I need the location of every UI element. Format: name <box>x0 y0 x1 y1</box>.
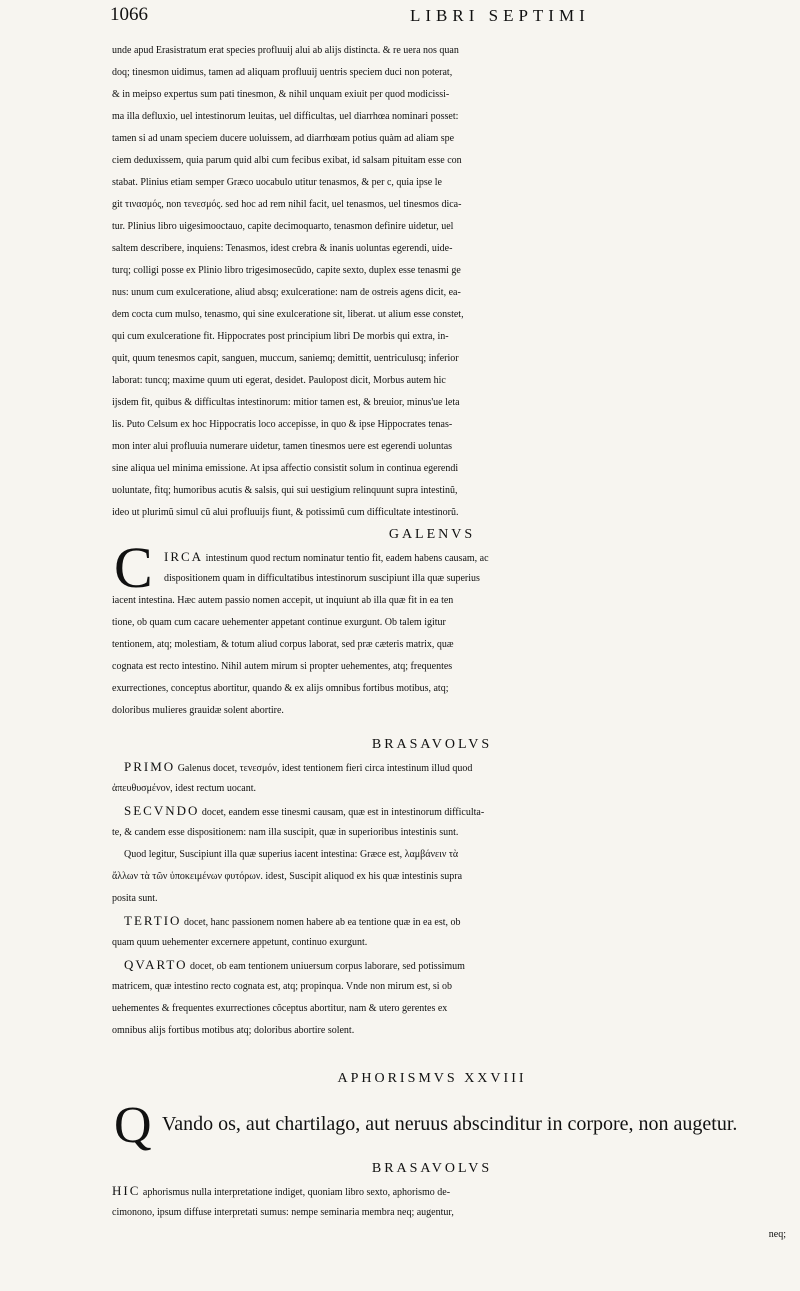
text-line: lis. Puto Celsum ex hoc Hippocratis loco accepisse, in quo & ipse Hippocrates tenas- <box>112 419 453 430</box>
text-line: sine aliqua uel minima emissione. At ipsa affectio consistit solum in continua egerendi <box>112 463 459 474</box>
text-line: stabat. Plinius etiam semper Græco uocabulo utitur tenasmos, & per c, quia ipse le <box>112 177 442 188</box>
drop-cap: Q <box>114 1097 152 1154</box>
section-heading-galenus: GALENVS <box>388 527 476 542</box>
text-line: unde apud Erasistratum erat species profluuij alui ab alijs distincta. & re uera nos quan <box>112 45 459 56</box>
text-line: dispositionem quam in difficultatibus intestinorum suscipiunt illa quæ superius <box>164 573 480 584</box>
text-run: docet, ob eam tentionem uniuersum corpus laborare, sed potissimum <box>187 961 465 972</box>
text-line: Quod legitur, Suscipiunt illa quæ superius iacent intestina: Græce est, λαμβάνειν τὰ <box>124 849 459 860</box>
aphorism-heading: APHORISMVS XXVIII <box>337 1071 527 1086</box>
text-run: docet, hanc passionem nomen habere ab ea tentione quæ in ea est, ob <box>181 917 461 928</box>
text-line: tamen si ad unam speciem ducere uoluissem, ad diarrhœam potius quàm ad aliam spe <box>112 133 455 144</box>
text-run: Vando os, aut chartilago, aut neruus abscinditur in corpore, non augetur. <box>162 1113 738 1135</box>
page-number: 1066 <box>110 4 148 25</box>
page-header <box>110 4 770 34</box>
text-run: Galenus docet, τενεσμόν, idest tentionem fieri circa intestinum illud quod <box>175 763 473 774</box>
small-caps-word: QVARTO <box>124 957 188 972</box>
text-line: tentionem, atq; molestiam, & totum aliud corpus laborat, sed præ cæteris matrix, quæ <box>112 639 454 650</box>
text-line: nus: unum cum exulceratione, aliud absq; exulceratione: nam de ostreis agens dicit, ea- <box>112 287 461 298</box>
text-line: laborat: tuncq; maxime quum uti egerat, desidet. Paulopost dicit, Morbus autem hic <box>112 375 446 386</box>
small-caps-word: SECVNDO <box>124 803 200 818</box>
text-line: doloribus mulieres grauidæ solent abortire. <box>112 705 284 716</box>
text-line <box>112 910 792 932</box>
text-line <box>112 756 792 778</box>
text-line: exurrectiones, conceptus abortitur, quando & ex alijs omnibus fortibus motibus, atq; <box>112 683 449 694</box>
text-line: saltem describere, inquiens: Tenasmos, idest crebra & inanis uoluntas egerendi, uide- <box>112 243 453 254</box>
text-line <box>112 1180 792 1202</box>
section-heading-brasavolus: BRASAVOLVS <box>371 1161 493 1176</box>
text-line: qui cum exulceratione fit. Hippocrates post principium libri De morbis qui extra, in- <box>112 331 449 342</box>
text-line: dem cocta cum mulso, tenasmo, qui sine exulceratione sit, liberat. ut alium esse constet, <box>112 309 464 320</box>
text-line: doq; tinesmon uidimus, tamen ad aliquam profluuij uentris speciem duci non poterat, <box>112 67 453 78</box>
text-line: ἀπευθυσμένον, idest rectum uocant. <box>112 783 256 794</box>
text-run: aphorismus nulla interpretatione indiget, quoniam libro sexto, aphorismo de- <box>140 1187 451 1198</box>
text-line: uoluntate, fitq; humoribus acutis & salsis, qui sui uestigium relinquunt supra intestinũ, <box>112 485 458 496</box>
text-line: ciem deduxissem, quia parum quid albi cum fecibus exibat, id salsam pituitam esse con <box>112 155 462 166</box>
text-line: quit, quum tenesmos capit, sanguen, muccum, saniemq; demittit, uentriculusq; inferior <box>112 353 459 364</box>
text-line: cognata est recto intestino. Nihil autem mirum si propter uehementes, atq; frequentes <box>112 661 453 672</box>
drop-cap: C <box>114 535 153 600</box>
text-run: intestinum quod rectum nominatur tentio fit, eadem habens causam, ac <box>203 553 489 564</box>
text-line: quam quum uehementer excernere appetunt, continuo exurgunt. <box>112 937 368 948</box>
aphorism-text <box>112 1097 792 1154</box>
text-body <box>112 40 792 1246</box>
text-line: turq; colligi posse ex Plinio libro trigesimosecũdo, capite sexto, duplex esse tenasmi ge <box>112 265 461 276</box>
small-caps-word: HIC <box>112 1183 141 1198</box>
text-line <box>112 800 792 822</box>
text-line: tione, ob quam cum cacare uehementer appetant continue exurgunt. Ob talem igitur <box>112 617 446 628</box>
text-line: & in meipso expertus sum pati tinesmon, & nihil unquam exiuit per quod modicissi- <box>112 89 450 100</box>
small-caps-word: IRCA <box>164 549 204 564</box>
text-line: mon inter alui profluuia numerare uidetur, tamen tinesmos uere est egerendi uoluntas <box>112 441 453 452</box>
text-line: git τινασμός, non τενεσμός. sed hoc ad rem nihil facit, uel tenasmos, uel tinesmos dica- <box>112 199 462 210</box>
text-line: omnibus alijs fortibus motibus atq; doloribus abortire solent. <box>112 1025 355 1036</box>
text-line <box>112 954 792 976</box>
catchword: neq; <box>768 1229 786 1240</box>
section-heading-brasavolus: BRASAVOLVS <box>371 737 493 752</box>
text-run: docet, eandem esse tinesmi causam, quæ est in intestinorum difficulta- <box>199 807 485 818</box>
text-line: uehementes & frequentes exurrectiones cõceptus abortitur, nam & utero gerentes ex <box>112 1003 448 1014</box>
text-line: ma illa defluxio, uel intestinorum leuitas, uel difficultas, uel diarrhœa nominari posset: <box>112 111 459 122</box>
text-line: ijsdem fit, quibus & difficultas intestinorum: mitior tamen est, & breuior, minus'ue leta <box>112 397 460 408</box>
text-line: iacent intestina. Hæc autem passio nomen accepit, ut inquiunt ab illa quæ fit in ea ten <box>112 595 454 606</box>
small-caps-word: PRIMO <box>124 759 176 774</box>
text-line: ἄλλων τὰ τῶν ὑποκειμένων φυτόρων. idest, Suscipit aliquod ex his quæ intestinis supra <box>112 871 463 882</box>
small-caps-word: TERTIO <box>124 913 182 928</box>
text-line: cimonono, ipsum diffuse interpretati sumus: nempe seminaria membra neq; augentur, <box>112 1207 454 1218</box>
text-line: te, & candem esse dispositionem: nam illa suscipit, quæ in superioribus intestinis sunt. <box>112 827 459 838</box>
running-head: LIBRI SEPTIMI <box>410 6 590 25</box>
text-line: matricem, quæ intestino recto cognata est, atq; propinqua. Vnde non mirum est, si ob <box>112 981 453 992</box>
text-line: tur. Plinius libro uigesimooctauo, capite decimoquarto, tenasmon definire uidetur, uel <box>112 221 454 232</box>
text-line: posita sunt. <box>112 893 158 904</box>
text-line: ideo ut plurimũ simul cũ alui profluuijs fiunt, & potissimũ cum difficultate intestinorũ. <box>112 507 459 518</box>
